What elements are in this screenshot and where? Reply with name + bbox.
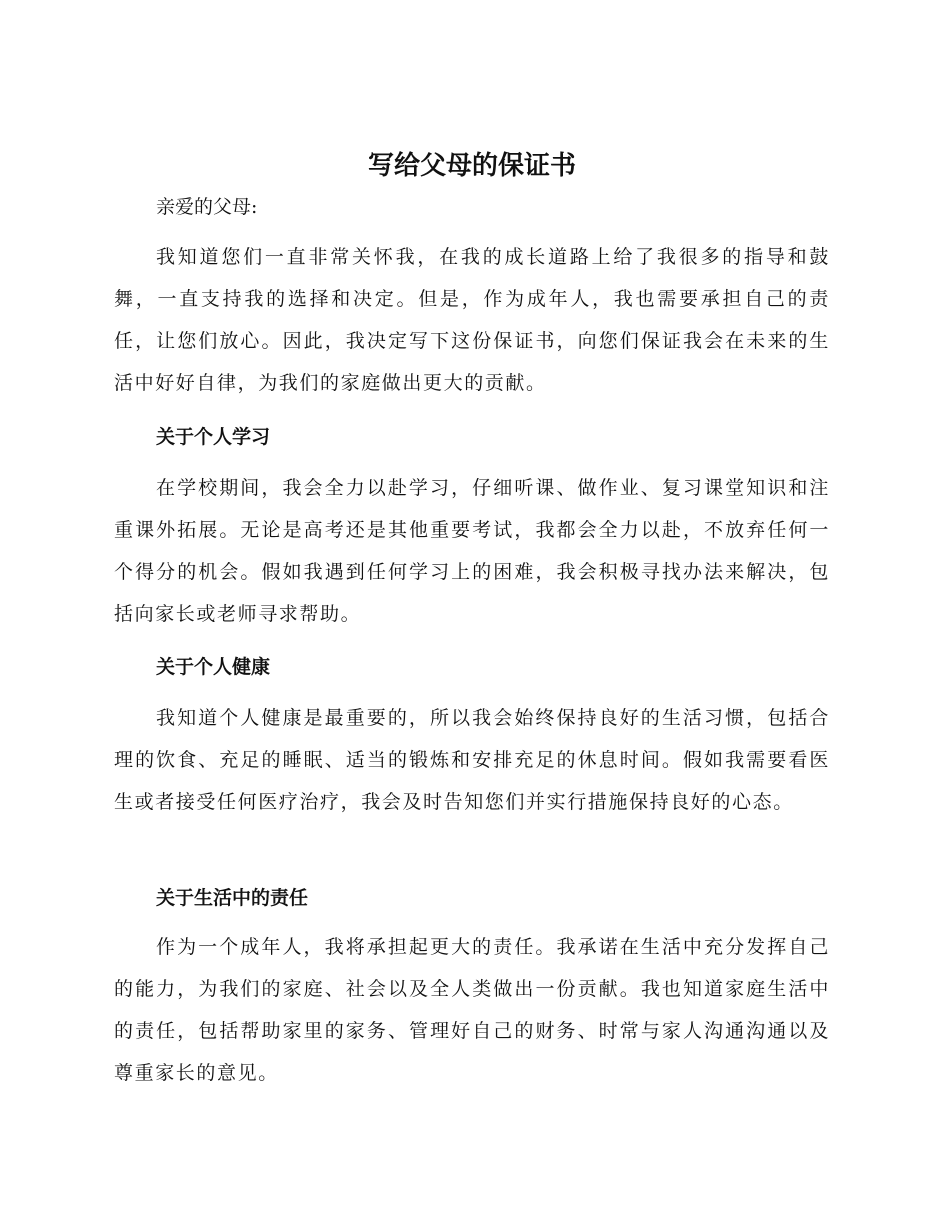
section-heading-health: 关于个人健康 [156, 656, 271, 678]
salutation: 亲爱的父母: [156, 196, 258, 218]
document-title: 写给父母的保证书 [367, 151, 576, 181]
section-body-study: 在学校期间，我会全力以赴学习，仔细听课、做作业、复习课堂知识和注重课外拓展。无论是高考还是其他重要考试，我都会全力以赴，不放弃任何一个得分的机会。假如我遇到任何学习上的困难，我会积极寻找办法来解决，包括向家长或老师寻求帮助。 [114, 477, 830, 625]
intro-paragraph: 我知道您们一直非常关怀我，在我的成长道路上给了我很多的指导和鼓舞，一直支持我的选择和决定。但是，作为成年人，我也需要承担自己的责任，让您们放心。因此，我决定写下这份保证书，向您们保证我会在未来的生活中好好自律，为我们的家庭做出更大的贡献。 [114, 246, 830, 394]
section-body-responsibility: 作为一个成年人，我将承担起更大的责任。我承诺在生活中充分发挥自己的能力，为我们的家庭、社会以及全人类做出一份贡献。我也知道家庭生活中的责任，包括帮助家里的家务、管理好自己的财务、时常与家人沟通沟通以及尊重家长的意见。 [114, 936, 830, 1084]
section-heading-responsibility: 关于生活中的责任 [156, 887, 309, 909]
section-body-health: 我知道个人健康是最重要的，所以我会始终保持良好的生活习惯，包括合理的饮食、充足的睡眠、适当的锻炼和安排充足的休息时间。假如我需要看医生或者接受任何医疗治疗，我会及时告知您们并实行措施保持良好的心态。 [114, 707, 830, 813]
section-heading-study: 关于个人学习 [156, 426, 271, 448]
